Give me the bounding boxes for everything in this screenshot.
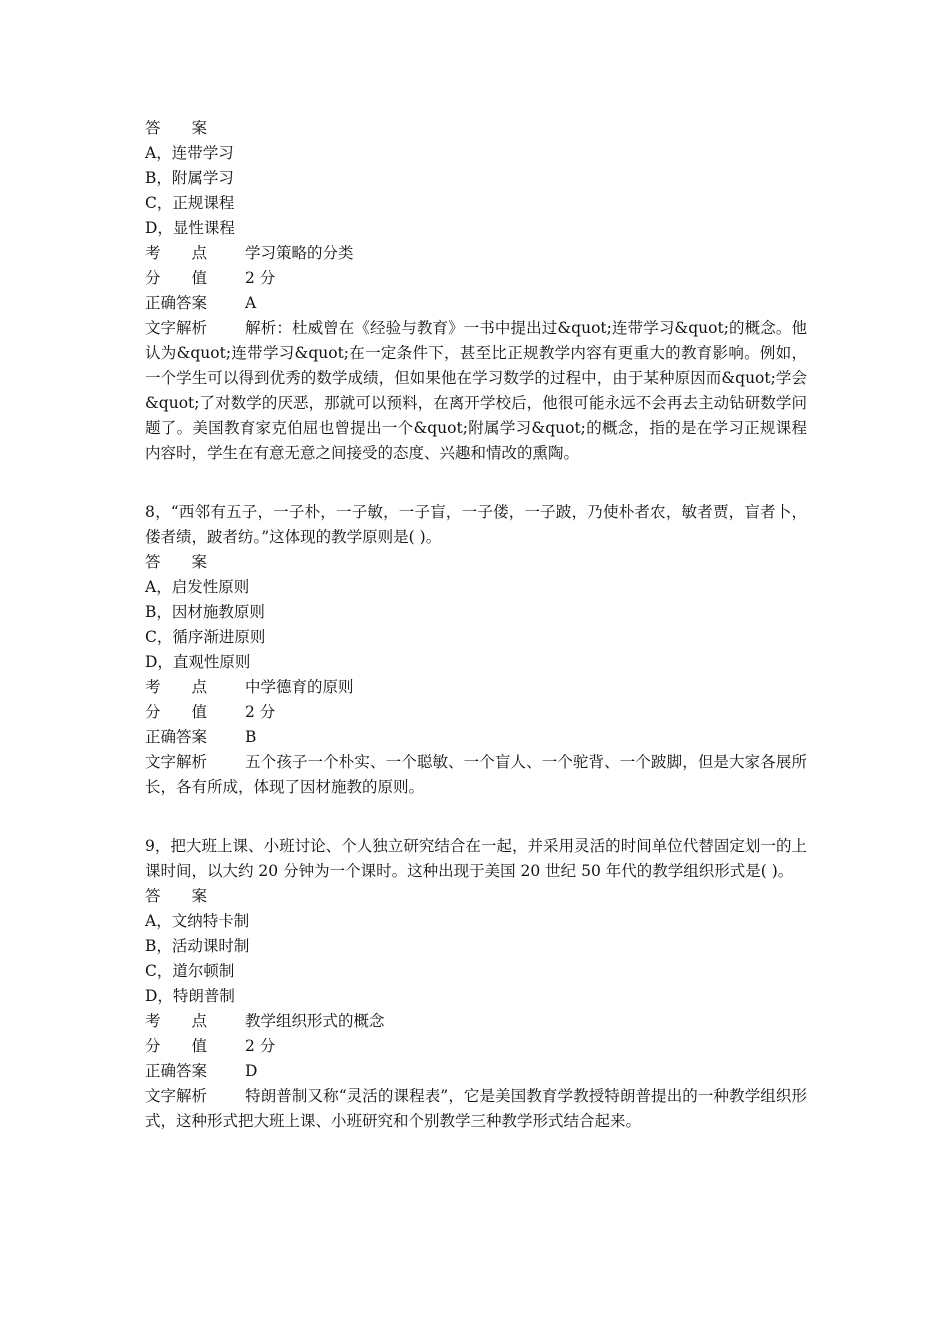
option-c: C，循序渐进原则 bbox=[145, 628, 266, 646]
knowledge-point-label: 考 点 bbox=[145, 678, 208, 696]
document-page bbox=[145, 116, 807, 1134]
correct-answer-label: 正确答案 bbox=[145, 294, 208, 312]
knowledge-point-value: 中学德育的原则 bbox=[245, 678, 354, 696]
score-value: 2 分 bbox=[245, 269, 276, 287]
option-b: B，因材施教原则 bbox=[145, 603, 265, 621]
option-a: A，文纳特卡制 bbox=[145, 912, 250, 930]
option-d: D，直观性原则 bbox=[145, 653, 251, 671]
score-value: 2 分 bbox=[245, 703, 276, 721]
question-9 bbox=[145, 834, 807, 1134]
question-text: 8，“西邻有五子，一子朴，一子敏，一子盲，一子偻，一子跛，乃使朴者农，敏者贾，盲者卜，偻者绩，跛者纺。”这体现的教学原则是( )。 bbox=[145, 503, 807, 546]
analysis-text: 特朗普制又称“灵活的课程表”，它是美国教育学教授特朗普提出的一种教学组织形式，这种形式把大班上课、小班研究和个别教学三种教学形式结合起来。 bbox=[145, 1087, 807, 1130]
option-b: B，活动课时制 bbox=[145, 937, 250, 955]
answer-label: 答 案 bbox=[145, 553, 208, 571]
knowledge-point-label: 考 点 bbox=[145, 244, 208, 262]
analysis-paragraph bbox=[145, 750, 807, 800]
option-b: B，附属学习 bbox=[145, 169, 234, 187]
correct-answer-row bbox=[145, 291, 807, 316]
correct-answer-value: A bbox=[245, 294, 257, 312]
question-8 bbox=[145, 500, 807, 800]
option-c: C，道尔顿制 bbox=[145, 962, 235, 980]
option-a: A，连带学习 bbox=[145, 144, 234, 162]
option-a: A，启发性原则 bbox=[145, 578, 250, 596]
analysis-paragraph bbox=[145, 316, 807, 466]
correct-answer-value: D bbox=[245, 1062, 258, 1080]
correct-answer-value: B bbox=[245, 728, 257, 746]
question-text: 9，把大班上课、小班讨论、个人独立研究结合在一起，并采用灵活的时间单位代替固定划一的上课时间，以大约 20 分钟为一个课时。这种出现于美国 20 世纪 50 年代的教学组织形式是( )。 bbox=[145, 837, 807, 880]
score-label: 分 值 bbox=[145, 269, 208, 287]
analysis-paragraph bbox=[145, 1084, 807, 1134]
question-7 bbox=[145, 116, 807, 466]
analysis-text: 解析：杜威曾在《经验与教育》一书中提出过&quot;连带学习&quot;的概念。他认为&quot;连带学习&quot;在一定条件下，甚至比正规教学内容有更重大的教育影响。例如，一个学生可以得到优秀的数学成绩，但如果他在学习数学的过程中，由于某种原因而&quot;学会&quot;了对数学的厌恶，那就可以预料，在离开学校后，他很可能永远不会再去主动钻研数学问题了。美国教育家克伯屈也曾提出一个&quot;附属学习&quot;的概念，指的是在学习正规课程内容时，学生在有意无意之间接受的态度、兴趣和情改的熏陶。 bbox=[145, 319, 807, 462]
option-d: D，显性课程 bbox=[145, 219, 235, 237]
answer-label: 答 案 bbox=[145, 887, 208, 905]
knowledge-point-row bbox=[145, 1009, 807, 1034]
analysis-label: 文字解析 bbox=[145, 1087, 208, 1105]
analysis-label: 文字解析 bbox=[145, 319, 208, 337]
knowledge-point-row bbox=[145, 675, 807, 700]
score-label: 分 值 bbox=[145, 1037, 208, 1055]
score-row bbox=[145, 266, 807, 291]
score-value: 2 分 bbox=[245, 1037, 276, 1055]
option-c: C，正规课程 bbox=[145, 194, 235, 212]
score-row bbox=[145, 1034, 807, 1059]
correct-answer-label: 正确答案 bbox=[145, 728, 208, 746]
analysis-label: 文字解析 bbox=[145, 753, 208, 771]
knowledge-point-row bbox=[145, 241, 807, 266]
knowledge-point-value: 学习策略的分类 bbox=[245, 244, 354, 262]
score-label: 分 值 bbox=[145, 703, 208, 721]
correct-answer-row bbox=[145, 725, 807, 750]
score-row bbox=[145, 700, 807, 725]
correct-answer-label: 正确答案 bbox=[145, 1062, 208, 1080]
knowledge-point-value: 教学组织形式的概念 bbox=[245, 1012, 385, 1030]
answer-label: 答 案 bbox=[145, 119, 208, 137]
correct-answer-row bbox=[145, 1059, 807, 1084]
knowledge-point-label: 考 点 bbox=[145, 1012, 208, 1030]
option-d: D，特朗普制 bbox=[145, 987, 235, 1005]
analysis-text: 五个孩子一个朴实、一个聪敏、一个盲人、一个驼背、一个跛脚，但是大家各展所长，各有所成，体现了因材施教的原则。 bbox=[145, 753, 807, 796]
